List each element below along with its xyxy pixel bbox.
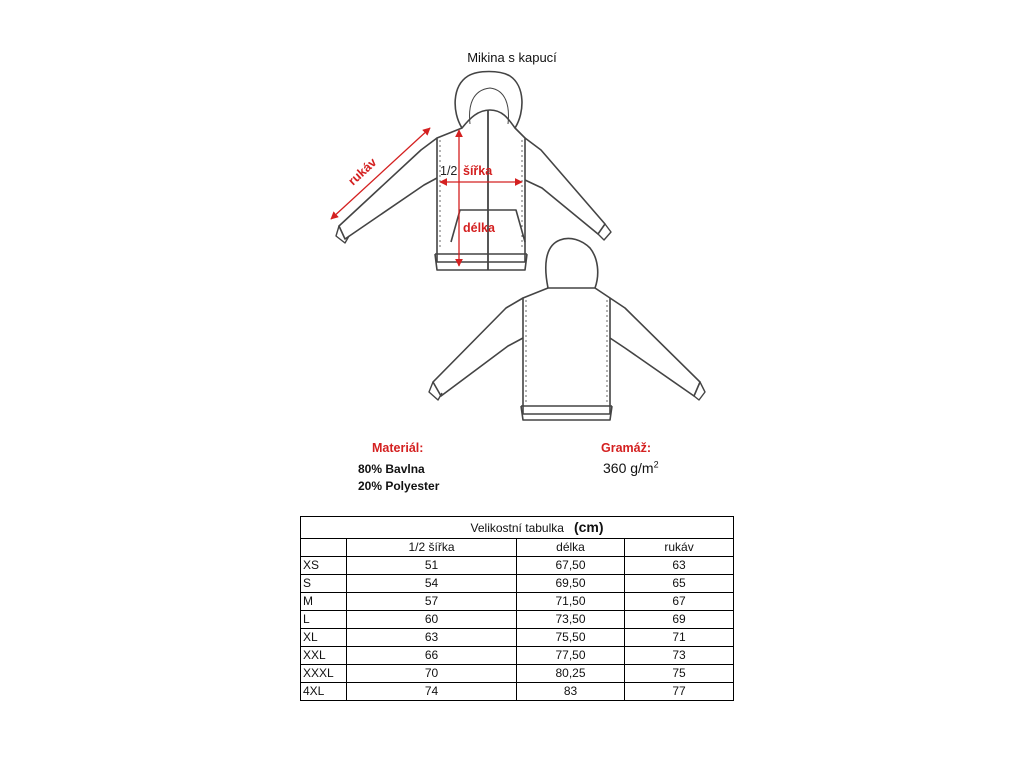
- table-title: Velikostní tabulka: [470, 521, 564, 535]
- size-table: [300, 516, 734, 701]
- size-cell: M: [301, 593, 347, 611]
- table-row: [301, 593, 734, 611]
- half-width-cell: 70: [347, 665, 517, 683]
- weight-value: [603, 460, 659, 476]
- half-width-cell: 60: [347, 611, 517, 629]
- size-cell: XL: [301, 629, 347, 647]
- table-title-cell: [301, 517, 734, 539]
- table-row: [301, 647, 734, 665]
- table-row: [301, 557, 734, 575]
- measurement-lines: [331, 128, 522, 266]
- hoodie-back: [429, 238, 705, 420]
- sleeve-cell: 71: [625, 629, 734, 647]
- size-cell: 4XL: [301, 683, 347, 701]
- header-length: délka: [517, 539, 625, 557]
- material-heading: Materiál:: [372, 441, 424, 455]
- material-composition-2: 20% Polyester: [358, 479, 440, 493]
- table-header-row: [301, 539, 734, 557]
- size-cell: XXL: [301, 647, 347, 665]
- half-width-cell: 57: [347, 593, 517, 611]
- weight-value-text: 360 g/m: [603, 460, 654, 476]
- table-row: [301, 683, 734, 701]
- length-cell: 77,50: [517, 647, 625, 665]
- half-width-cell: 54: [347, 575, 517, 593]
- header-half-width: 1/2 šířka: [347, 539, 517, 557]
- sleeve-measure-label: rukáv: [345, 155, 380, 189]
- length-cell: 75,50: [517, 629, 625, 647]
- sleeve-cell: 75: [625, 665, 734, 683]
- half-width-cell: 74: [347, 683, 517, 701]
- sleeve-cell: 65: [625, 575, 734, 593]
- length-cell: 73,50: [517, 611, 625, 629]
- header-sleeve: rukáv: [625, 539, 734, 557]
- sleeve-cell: 77: [625, 683, 734, 701]
- header-size: [301, 539, 347, 557]
- sleeve-cell: 63: [625, 557, 734, 575]
- sleeve-cell: 73: [625, 647, 734, 665]
- table-title-row: [301, 517, 734, 539]
- table-row: [301, 665, 734, 683]
- table-unit: (cm): [573, 519, 604, 535]
- document-title: Mikina s kapucí: [467, 50, 557, 65]
- sleeve-cell: 69: [625, 611, 734, 629]
- table-row: [301, 575, 734, 593]
- half-measure-label: 1/2: [440, 164, 458, 178]
- size-cell: S: [301, 575, 347, 593]
- weight-exponent: 2: [653, 459, 659, 470]
- material-composition-1: 80% Bavlna: [358, 462, 425, 476]
- table-row: [301, 611, 734, 629]
- size-cell: XXXL: [301, 665, 347, 683]
- weight-heading: Gramáž:: [601, 441, 652, 455]
- length-cell: 80,25: [517, 665, 625, 683]
- half-width-cell: 66: [347, 647, 517, 665]
- length-measure-label: délka: [463, 221, 495, 235]
- width-measure-label: šířka: [463, 164, 493, 178]
- size-cell: L: [301, 611, 347, 629]
- half-width-cell: 51: [347, 557, 517, 575]
- sleeve-cell: 67: [625, 593, 734, 611]
- length-cell: 67,50: [517, 557, 625, 575]
- length-cell: 71,50: [517, 593, 625, 611]
- table-row: [301, 629, 734, 647]
- size-cell: XS: [301, 557, 347, 575]
- length-cell: 83: [517, 683, 625, 701]
- length-cell: 69,50: [517, 575, 625, 593]
- half-width-cell: 63: [347, 629, 517, 647]
